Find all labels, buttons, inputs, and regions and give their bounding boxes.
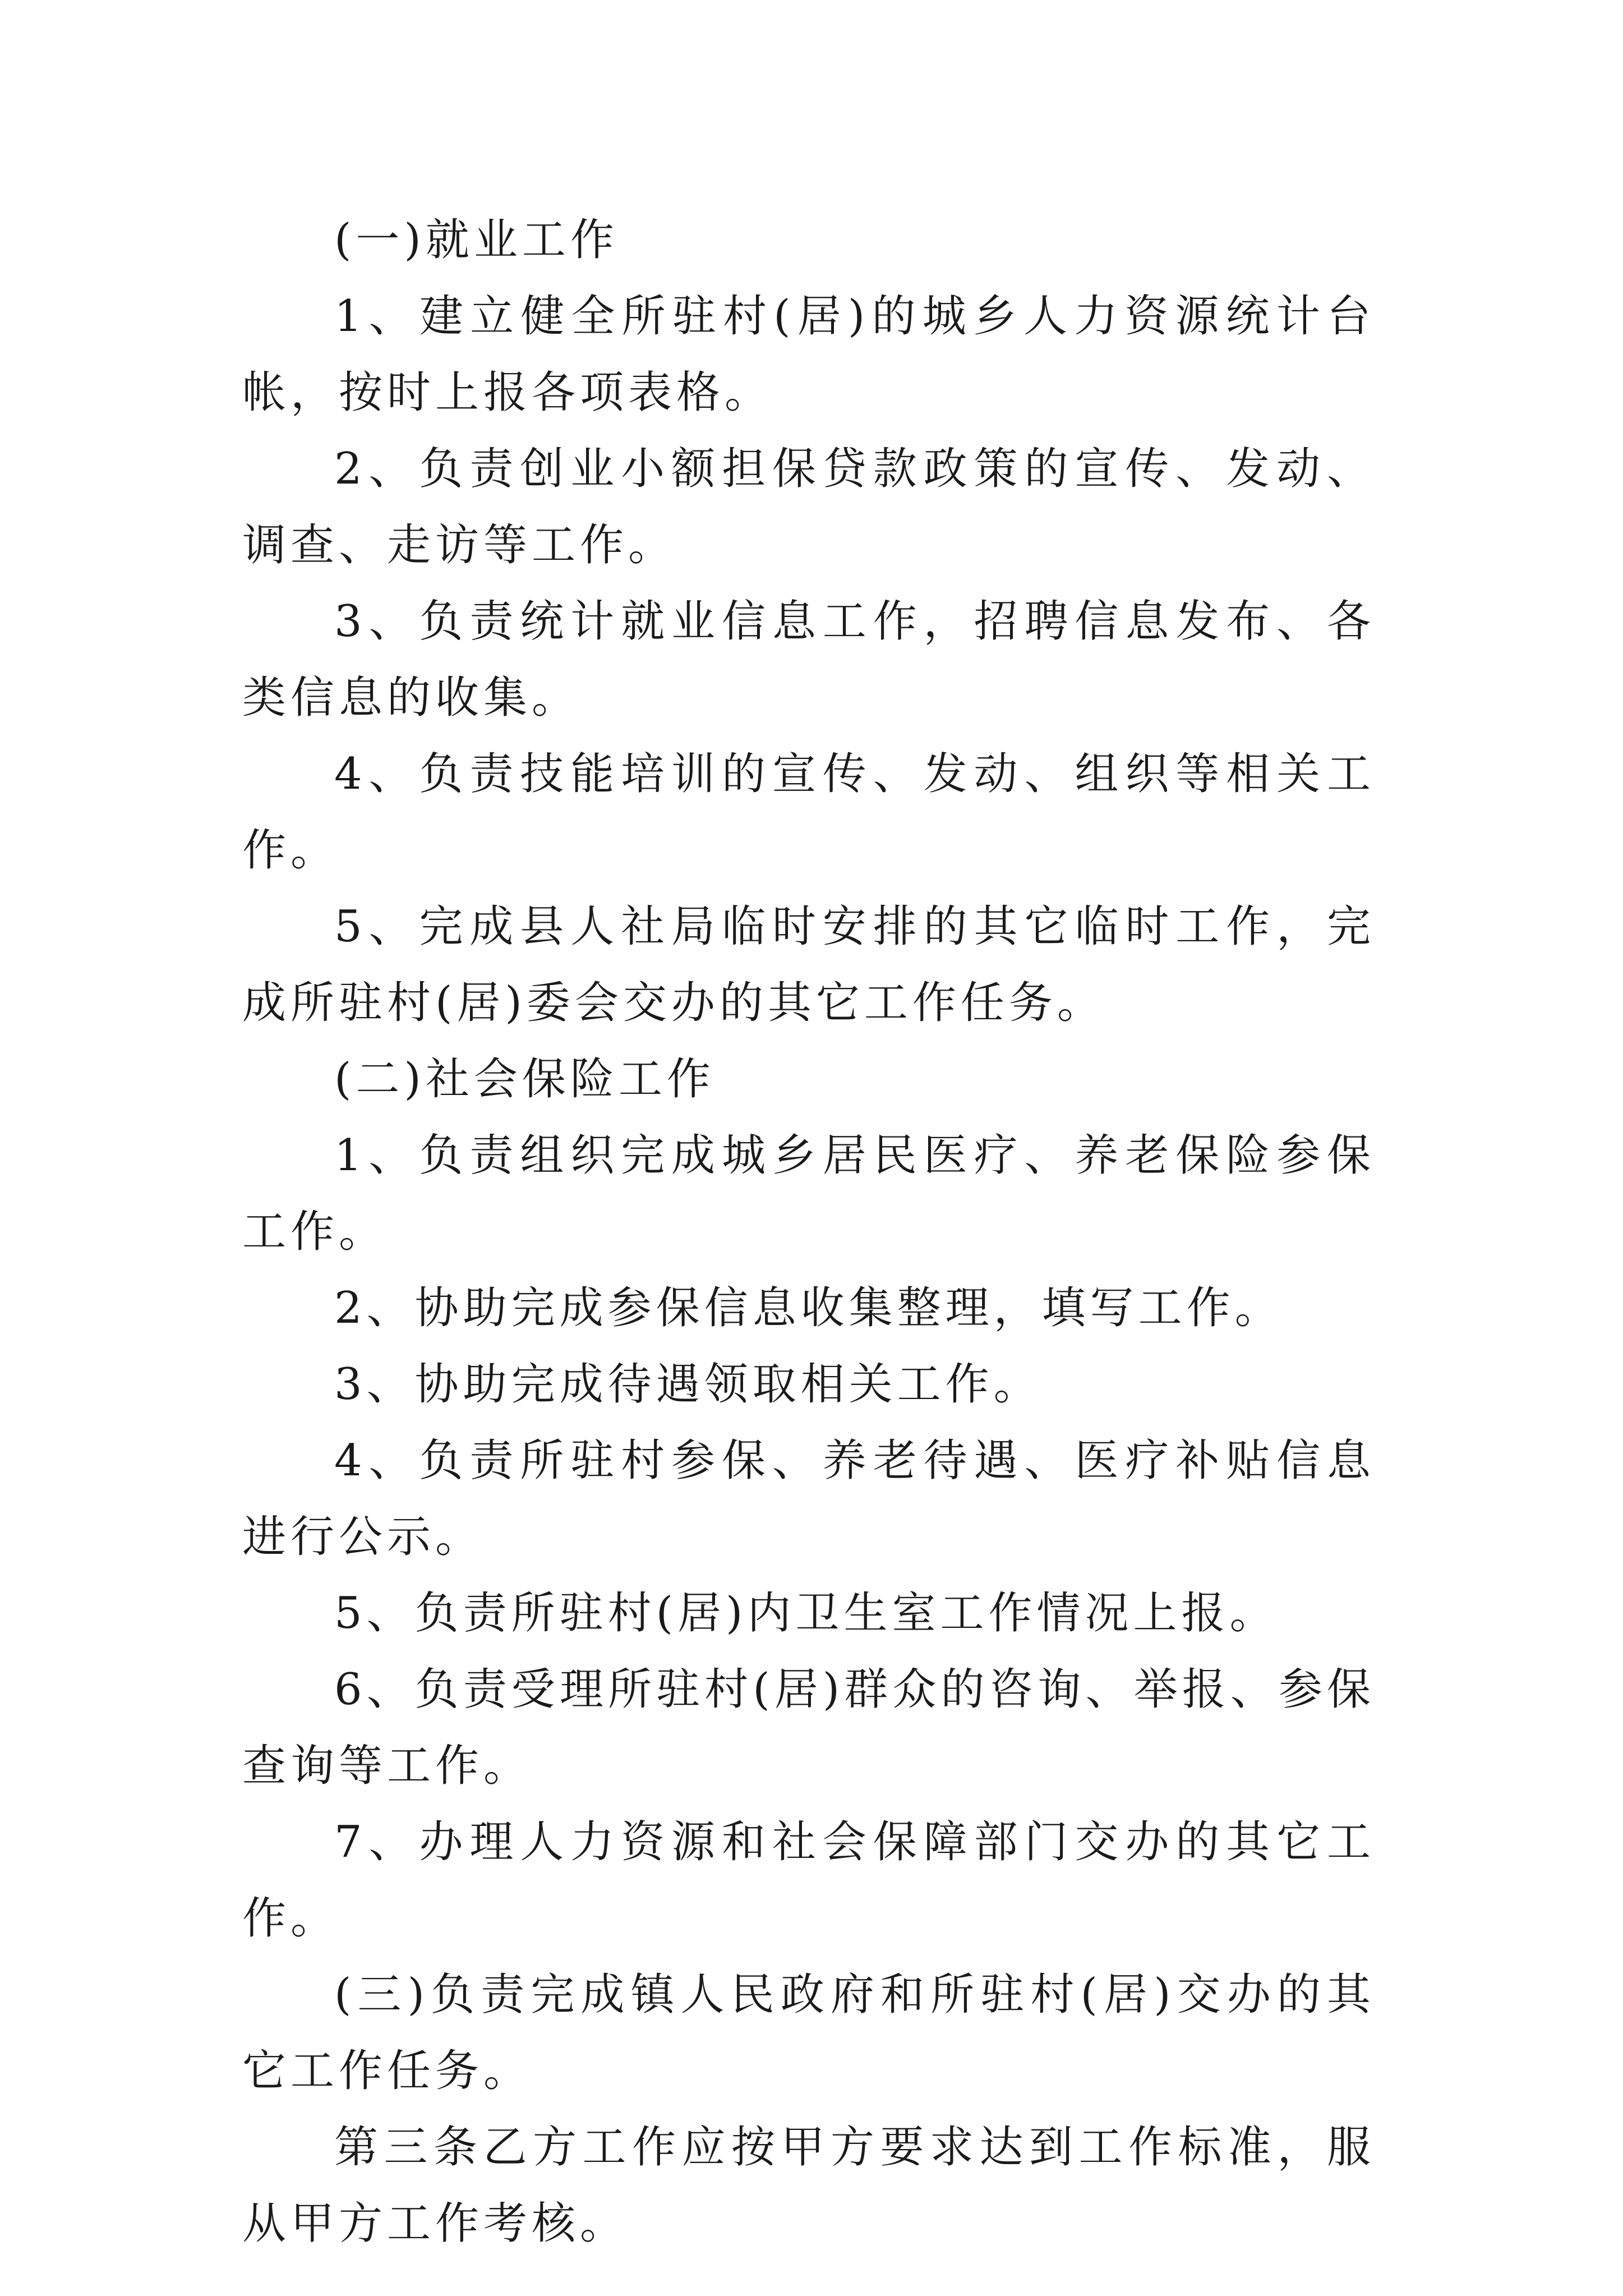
- employment-item-5: 5、完成县人社局临时安排的其它临时工作，完成所驻村(居)委会交办的其它工作任务。: [242, 901, 1375, 1028]
- article-three: 第三条乙方工作应按甲方要求达到工作标准，服从甲方工作考核。: [242, 2122, 1375, 2249]
- insurance-item-2: 2、协助完成参保信息收集整理，填写工作。: [334, 1283, 1283, 1333]
- employment-item-2: 2、负责创业小额担保贷款政策的宣传、发动、调查、走访等工作。: [242, 444, 1375, 570]
- document-body: [242, 202, 1375, 2262]
- insurance-item-3: 3、协助完成待遇领取相关工作。: [334, 1359, 1042, 1410]
- insurance-item-4: 4、负责所驻村参保、养老待遇、医疗补贴信息进行公示。: [242, 1435, 1375, 1562]
- section-heading-other-tasks: (三)负责完成镇人民政府和所驻村(居)交办的其它工作任务。: [242, 1970, 1375, 2096]
- insurance-item-6: 6、负责受理所驻村(居)群众的咨询、举报、参保查询等工作。: [242, 1664, 1375, 1791]
- employment-item-1: 1、建立健全所驻村(居)的城乡人力资源统计台帐，按时上报各项表格。: [242, 291, 1375, 418]
- employment-item-3: 3、负责统计就业信息工作，招聘信息发布、各类信息的收集。: [242, 596, 1375, 723]
- section-heading-social-insurance: (二)社会保险工作: [334, 1054, 715, 1105]
- employment-item-4: 4、负责技能培训的宣传、发动、组织等相关工作。: [242, 749, 1375, 876]
- section-heading-employment: (一)就业工作: [334, 215, 619, 265]
- insurance-item-5: 5、负责所驻村(居)内卫生室工作情况上报。: [334, 1588, 1278, 1639]
- insurance-item-1: 1、负责组织完成城乡居民医疗、养老保险参保工作。: [242, 1130, 1375, 1257]
- insurance-item-7: 7、办理人力资源和社会保障部门交办的其它工作。: [242, 1817, 1375, 1944]
